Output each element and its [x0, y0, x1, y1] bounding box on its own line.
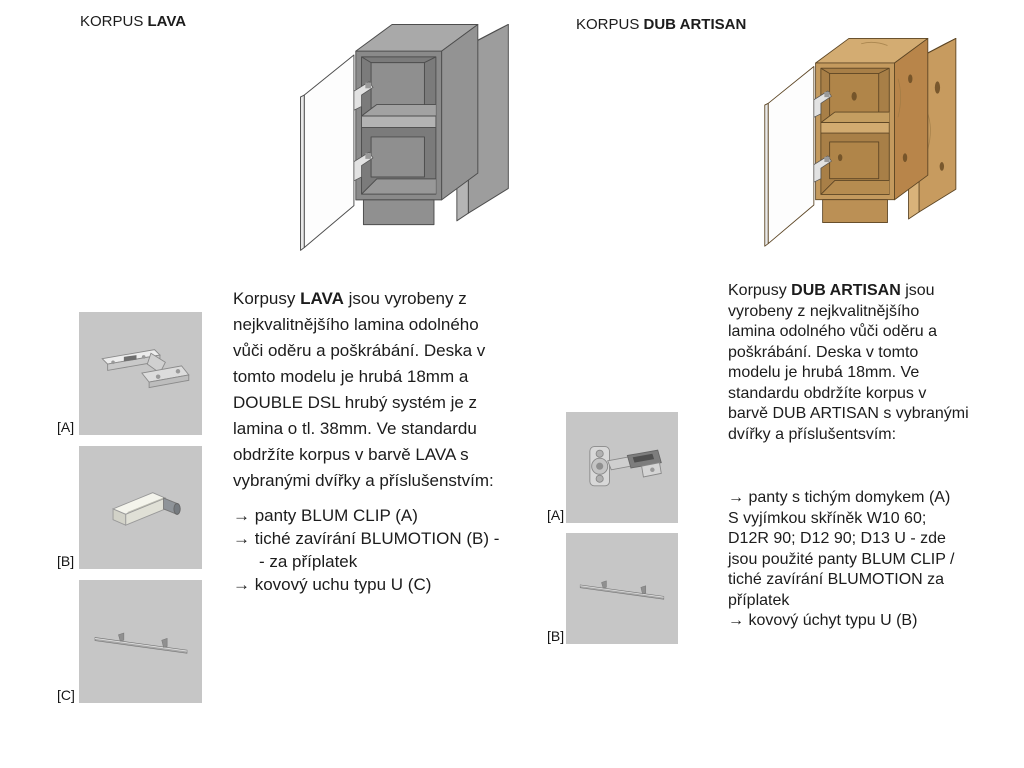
- para-line: modelu je hrubá 18mm. Ve: [728, 364, 920, 381]
- lava-section-title: [80, 13, 186, 30]
- para-line: tomto modelu je hrubá 18mm a: [233, 367, 469, 386]
- hardware-label: [C]: [57, 687, 75, 703]
- soft-close-hinge-icon: [572, 418, 672, 518]
- bullet-line: D12R 90; D12 90; D13 U - zde: [728, 530, 946, 547]
- title-prefix: KORPUS: [576, 16, 644, 33]
- cabinet-3d-gray-icon: [291, 10, 515, 262]
- para-line: dvířky a příslušentsvím:: [728, 425, 897, 443]
- hardware-item-c: [57, 580, 202, 703]
- hardware-photo-box: [79, 312, 202, 435]
- title-bold: DUB ARTISAN: [643, 16, 747, 33]
- bullet-line: → kovový úchyt typu U (B): [728, 612, 918, 629]
- artisan-section-title: [576, 16, 746, 33]
- title-prefix: KORPUS: [80, 13, 148, 30]
- blum-clip-hinge-icon: [86, 319, 196, 429]
- hardware-label: [B]: [57, 553, 75, 569]
- para-line: poškrábání. Deska v tomto: [728, 343, 919, 361]
- bullet-line: jsou použité panty BLUM CLIP /: [728, 550, 955, 568]
- para-line: nejkvalitnějšího lamina odolného: [233, 315, 479, 334]
- para-bold: LAVA: [300, 289, 344, 308]
- bullet-line: → panty s tichým domykem (A): [728, 489, 951, 506]
- artisan-accessory-list: [728, 488, 955, 632]
- hardware-item-a: [547, 412, 678, 523]
- cabinet-3d-wood-icon: [756, 26, 962, 256]
- lava-accessory-list: [233, 504, 499, 596]
- hardware-photo-box: [79, 446, 202, 569]
- hardware-label: [A]: [57, 419, 75, 435]
- para-text: jsou vyrobeny z: [343, 289, 467, 308]
- hardware-label: [A]: [547, 507, 565, 523]
- artisan-cabinet-illustration: [756, 26, 962, 256]
- hardware-label: [B]: [547, 628, 565, 644]
- bullet-line: → panty BLUM CLIP (A): [233, 506, 418, 525]
- title-bold: LAVA: [147, 13, 187, 30]
- para-line: obdržíte korpus v barvě LAVA s: [233, 445, 469, 464]
- para-line: vyrobeny z nejkvalitnějšího: [728, 302, 920, 320]
- hardware-photo-box: [566, 412, 678, 523]
- lava-description: [233, 286, 494, 494]
- hardware-photo-box: [79, 580, 202, 703]
- bullet-line: → tiché zavírání BLUMOTION (B) -: [233, 529, 500, 548]
- para-line: vůči oděru a poškrábání. Deska v: [233, 341, 486, 360]
- para-line: vybranými dvířky a příslušenstvím:: [233, 471, 494, 490]
- artisan-description: [728, 281, 969, 445]
- para-line: DOUBLE DSL hrubý systém je z: [233, 393, 478, 412]
- bullet-line: S vyjímkou skříněk W10 60;: [728, 509, 927, 527]
- para-text: Korpusy: [728, 282, 792, 299]
- para-text: Korpusy: [233, 289, 301, 308]
- bullet-line: → kovový uchu typu U (C): [233, 575, 432, 594]
- hardware-item-b: [547, 533, 678, 644]
- u-handle-icon: [570, 539, 674, 639]
- para-bold: DUB ARTISAN: [791, 282, 901, 299]
- hardware-photo-box: [566, 533, 678, 644]
- para-line: standardu obdržíte korpus v: [728, 384, 927, 402]
- bullet-line: příplatek: [728, 591, 790, 609]
- bullet-line: tiché zavírání BLUMOTION za: [728, 571, 945, 588]
- hardware-item-a: [57, 312, 202, 435]
- para-line: lamina odolného vůči oděru a: [728, 323, 938, 340]
- para-text: jsou: [900, 282, 935, 299]
- u-handle-icon: [83, 587, 199, 697]
- lava-cabinet-illustration: [291, 10, 515, 262]
- para-line: barvě DUB ARTISAN s vybranými: [728, 405, 969, 422]
- bullet-line: - za příplatek: [259, 552, 358, 571]
- blumotion-damper-icon: [86, 453, 196, 563]
- hardware-item-b: [57, 446, 202, 569]
- para-line: lamina o tl. 38mm. Ve standardu: [233, 419, 477, 438]
